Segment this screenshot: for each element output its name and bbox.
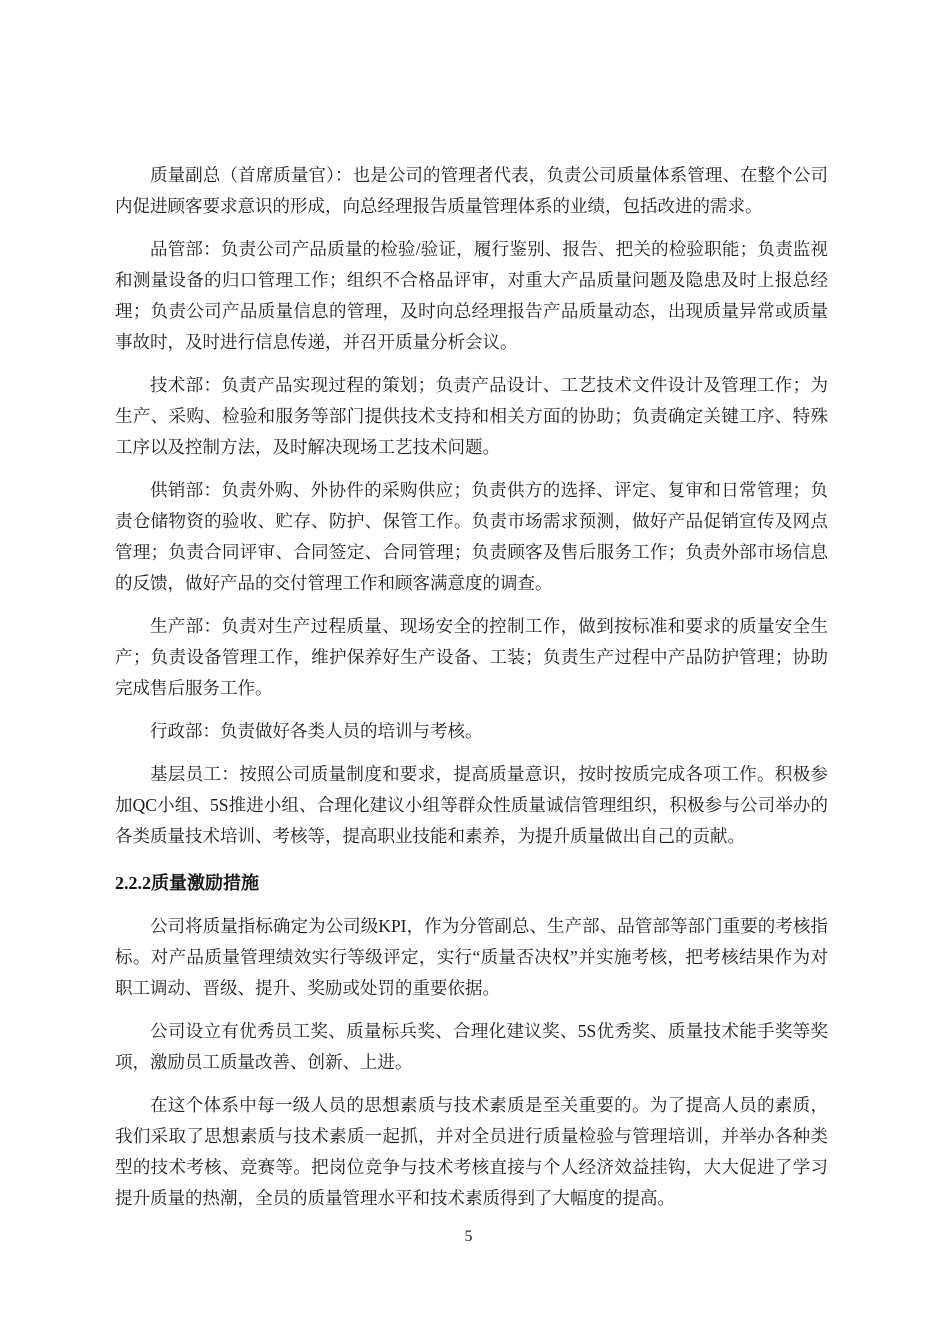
paragraph-awards: 公司设立有优秀员工奖、质量标兵奖、合理化建议奖、5S优秀奖、质量技术能手奖等奖项，激励员工质量改善、创新、上进。 xyxy=(115,1021,828,1072)
paragraph-frontline-staff: 基层员工：按照公司质量制度和要求，提高质量意识，按时按质完成各项工作。积极参加QC小组、5S推进小组、合理化建议小组等群众性质量诚信管理组织，积极参与公司举办的各类质量技术培训、考核等，提高职业技能和素养，为提升质量做出自己的贡献。 xyxy=(115,764,828,846)
page-number: 5 xyxy=(464,1228,473,1245)
paragraph-personnel-quality: 在这个体系中每一级人员的思想素质与技术素质是至关重要的。为了提高人员的素质，我们采取了思想素质与技术素质一起抓，并对全员进行质量检验与管理培训，并举办各种类型的技术考核、竞赛等。把岗位竞争与技术考核直接与个人经济效益挂钩，大大促进了学习提升质量的热潮，全员的质量管理水平和技术素质得到了大幅度的提高。 xyxy=(115,1095,828,1208)
paragraph-quality-dept: 品管部：负责公司产品质量的检验/验证，履行鉴别、报告、把关的检验职能；负责监视和测量设备的归口管理工作；组织不合格品评审，对重大产品质量问题及隐患及时上报总经理；负责公司产品质量信息的管理，及时向总经理报告产品质量动态，出现质量异常或质量事故时，及时进行信息传递，并召开质量分析会议。 xyxy=(115,239,828,352)
paragraph-quality-vp: 质量副总（首席质量官）：也是公司的管理者代表，负责公司质量体系管理、在整个公司内促进顾客要求意识的形成，向总经理报告质量管理体系的业绩，包括改进的需求。 xyxy=(115,165,828,216)
paragraph-kpi-assessment: 公司将质量指标确定为公司级KPI，作为分管副总、生产部、品管部等部门重要的考核指标。对产品质量管理绩效实行等级评定，实行“质量否决权”并实施考核，把考核结果作为对职工调动、晋级、提升、奖励或处罚的重要依据。 xyxy=(115,916,828,998)
paragraph-admin-dept: 行政部：负责做好各类人员的培训与考核。 xyxy=(150,721,483,741)
paragraph-supply-sales-dept: 供销部：负责外购、外协件的采购供应；负责供方的选择、评定、复审和日常管理；负责仓储物资的验收、贮存、防护、保管工作。负责市场需求预测，做好产品促销宣传及网点管理；负责合同评审、合同签定、合同管理；负责顾客及售后服务工作；负责外部市场信息的反馈，做好产品的交付管理工作和顾客满意度的调查。 xyxy=(115,480,828,593)
paragraph-technical-dept: 技术部：负责产品实现过程的策划；负责产品设计、工艺技术文件设计及管理工作；为生产、采购、检验和服务等部门提供技术支持和相关方面的协助；负责确定关键工序、特殊工序以及控制方法，及时解决现场工艺技术问题。 xyxy=(115,375,828,457)
section-heading-quality-incentives: 2.2.2质量激励措施 xyxy=(115,873,259,893)
document-body xyxy=(115,160,828,1226)
paragraph-production-dept: 生产部：负责对生产过程质量、现场安全的控制工作，做到按标准和要求的质量安全生产；负责设备管理工作，维护保养好生产设备、工装；负责生产过程中产品防护管理；协助完成售后服务工作。 xyxy=(115,616,828,698)
